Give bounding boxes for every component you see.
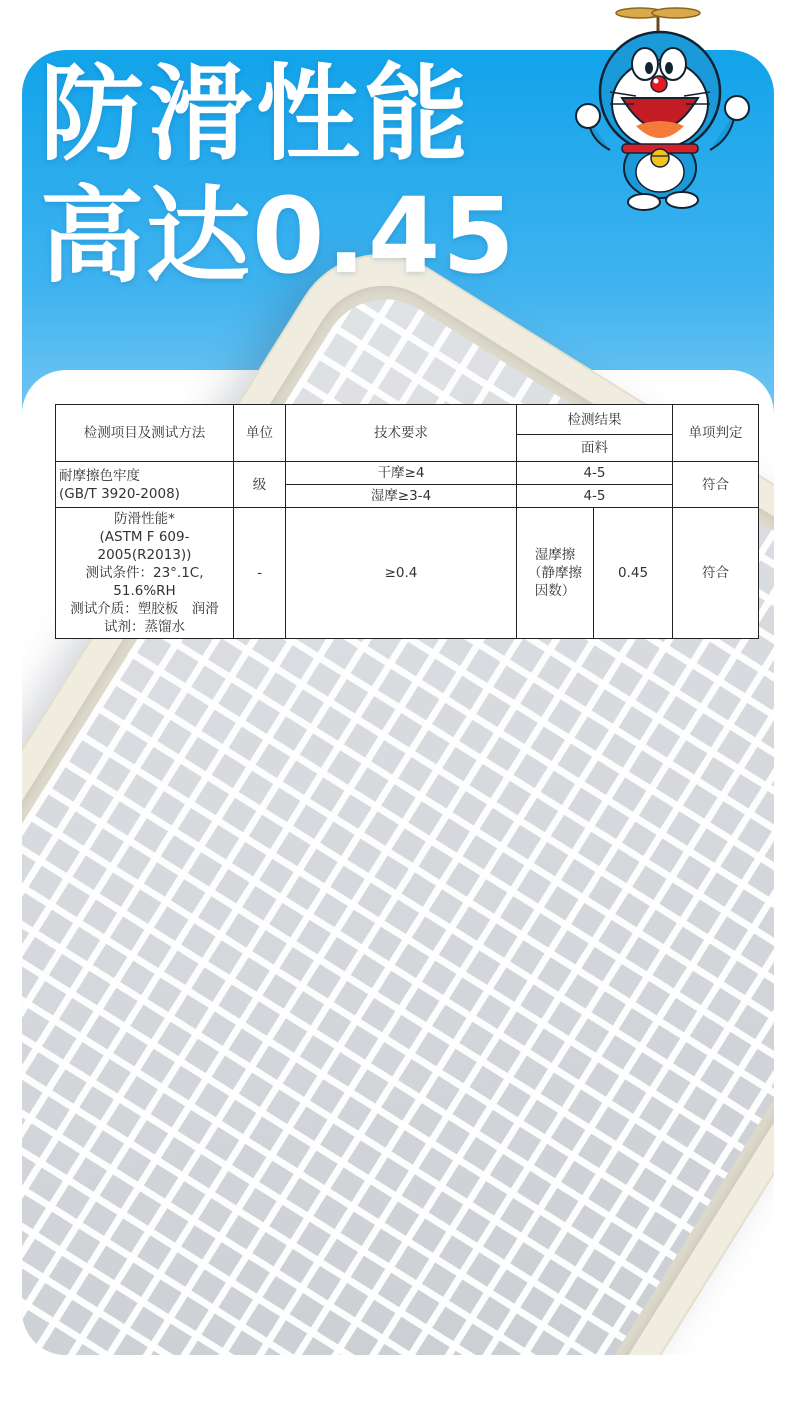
table-header-row <box>56 405 759 435</box>
header-unit: 单位 <box>234 405 286 462</box>
header-item: 检测项目及测试方法 <box>56 405 234 462</box>
header-requirement: 技术要求 <box>286 405 517 462</box>
table-row <box>56 462 759 485</box>
row2-verdict: 符合 <box>673 508 759 639</box>
row2-item: 防滑性能* (ASTM F 609- 2005(R2013)) 测试条件：23°.1C, 51.6%RH 测试介质：塑胶板 润滑 试剂：蒸馏水 <box>56 508 234 639</box>
headline-line-1: 防滑性能 <box>40 53 473 175</box>
row2-result-label: 湿摩擦 （静摩擦 因数） <box>517 508 594 639</box>
row1-requirement-dry: 干摩≥4 <box>286 462 517 485</box>
header-result: 检测结果 <box>517 405 673 435</box>
test-results-table <box>55 404 759 639</box>
row1-unit: 级 <box>234 462 286 508</box>
row1-verdict: 符合 <box>673 462 759 508</box>
table-row <box>56 508 759 639</box>
header-result-sub: 面料 <box>517 435 673 462</box>
headline-line-2: 高达0.45 <box>40 175 517 297</box>
row2-requirement: ≥0.4 <box>286 508 517 639</box>
row2-unit: - <box>234 508 286 639</box>
row1-result-dry: 4-5 <box>517 462 673 485</box>
row1-item: 耐摩擦色牢度 (GB/T 3920-2008) <box>56 462 234 508</box>
row2-result-value: 0.45 <box>594 508 673 639</box>
row1-result-wet: 4-5 <box>517 485 673 508</box>
header-verdict: 单项判定 <box>673 405 759 462</box>
doraemon-mascot-icon <box>570 0 760 215</box>
mat-border <box>22 220 774 1355</box>
row1-requirement-wet: 湿摩≥3-4 <box>286 485 517 508</box>
